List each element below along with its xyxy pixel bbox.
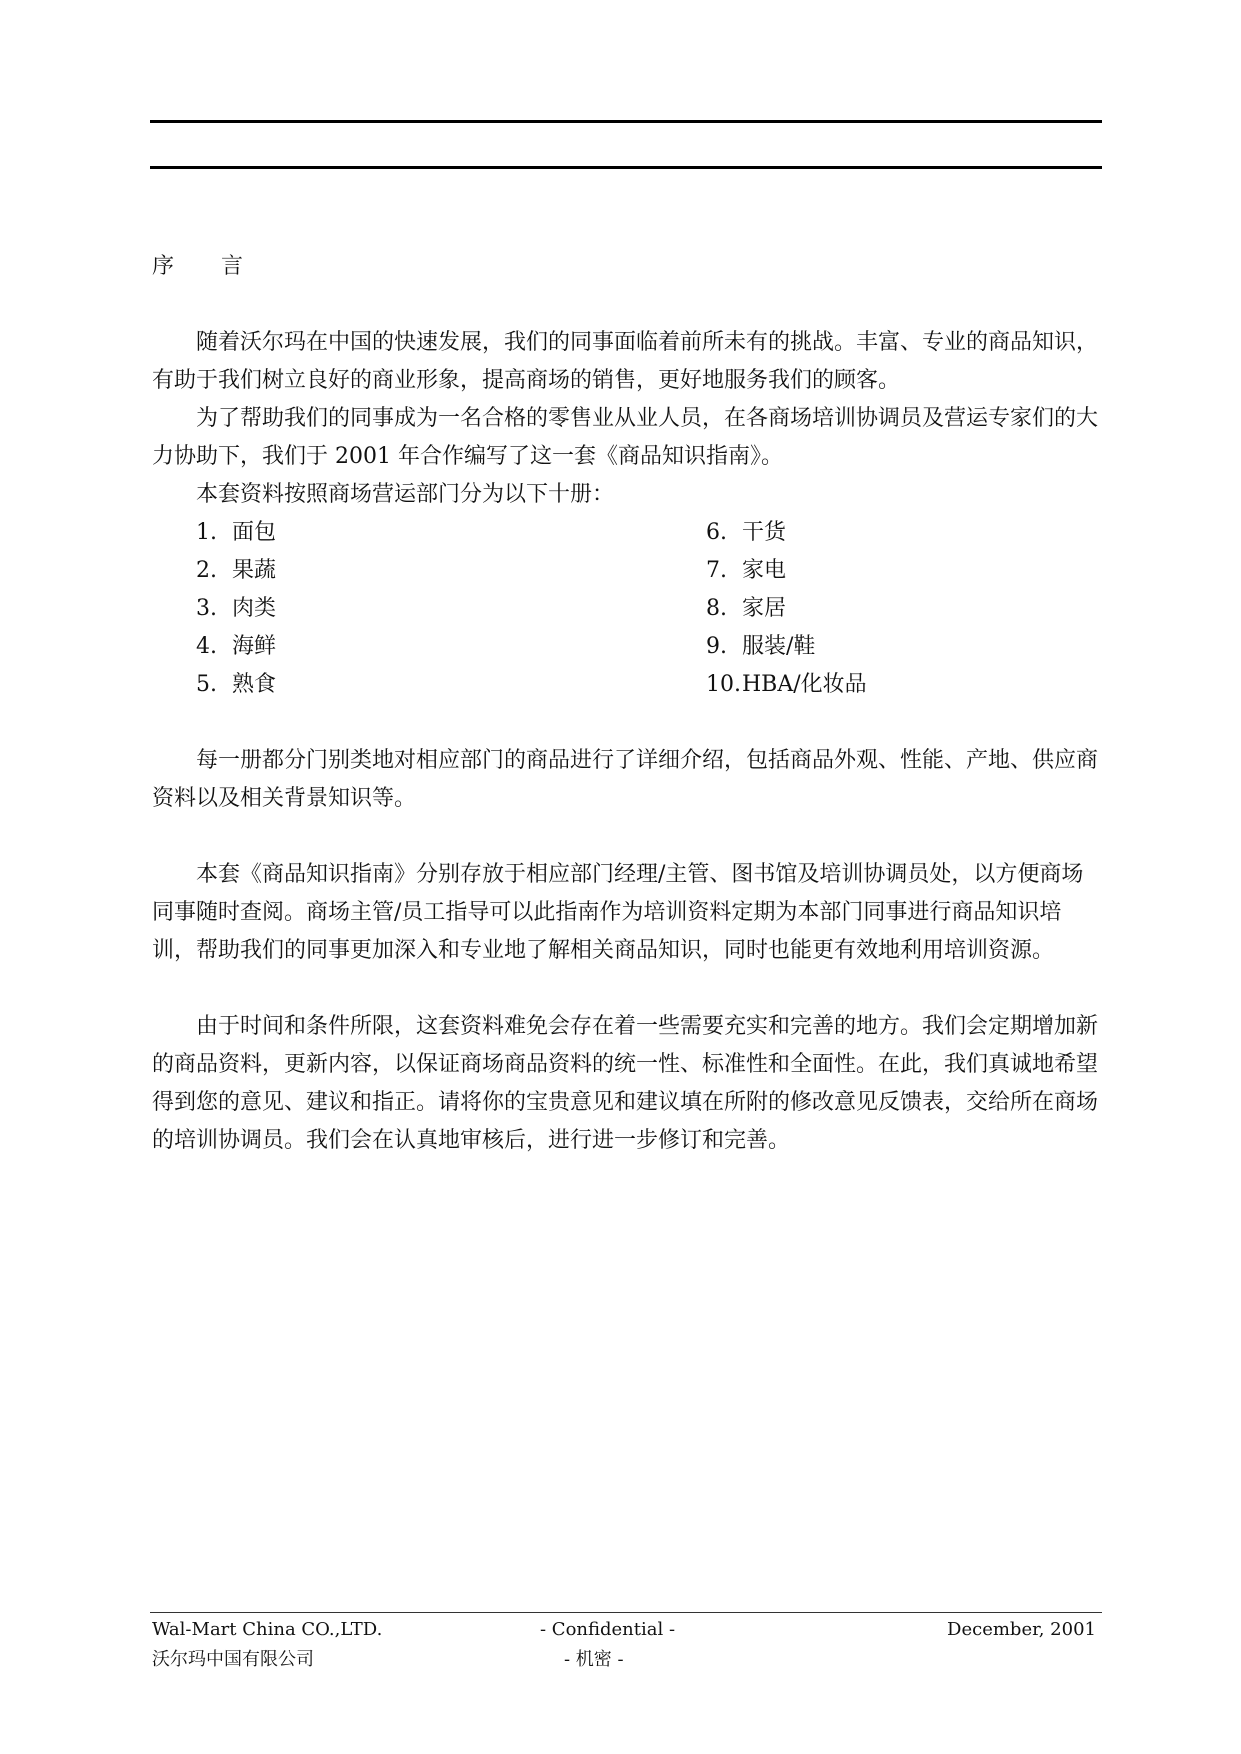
footer-date: December, 2001 (947, 1619, 1096, 1640)
header-rule-bottom (150, 166, 1102, 169)
list-item: 4. 海鲜 (196, 634, 277, 659)
list-item: 10.HBA/化妆品 (706, 672, 867, 697)
list-item: 6. 干货 (706, 520, 787, 545)
header-rule-top (150, 120, 1102, 123)
list-item: 1. 面包 (196, 520, 277, 545)
page-title: 序 言 (152, 254, 263, 279)
footer-rule (150, 1612, 1102, 1613)
footer-confidential-en: - Confidential - (540, 1619, 676, 1640)
list-item: 7. 家电 (706, 558, 787, 583)
list-item: 9. 服装/鞋 (706, 634, 816, 659)
list-item: 5. 熟食 (196, 672, 277, 697)
document-body (152, 248, 1102, 1160)
footer-confidential-cn: - 机密 - (564, 1649, 624, 1670)
feedback-paragraph: 由于时间和条件所限，这套资料难免会存在着一些需要充实和完善的地方。我们会定期增加新的商品资料，更新内容，以保证商场商品资料的统一性、标准性和全面性。在此，我们真诚地希望得到您的意见、建议和指正。请将你的宝贵意见和建议填在所附的修改意见反馈表，交给所在商场的培训协调员。我们会在认真地审核后，进行进一步修订和完善。 (152, 1014, 1099, 1153)
intro-paragraph-3: 本套资料按照商场营运部门分为以下十册： (196, 482, 615, 507)
volume-list (152, 514, 1102, 704)
storage-paragraph: 本套《商品知识指南》分别存放于相应部门经理/主管、图书馆及培训协调员处，以方便商场同事随时查阅。商场主管/员工指导可以此指南作为培训资料定期为本部门同事进行商品知识培训，帮助我们的同事更加深入和专业地了解相关商品知识，同时也能更有效地利用培训资源。 (152, 862, 1084, 963)
intro-paragraph-2: 为了帮助我们的同事成为一名合格的零售业从业人员，在各商场培训协调员及营运专家们的大力协助下，我们于 2001 年合作编写了这一套《商品知识指南》。 (152, 406, 1099, 469)
list-item: 2. 果蔬 (196, 558, 277, 583)
intro-paragraph-1: 随着沃尔玛在中国的快速发展，我们的同事面临着前所未有的挑战。丰富、专业的商品知识，有助于我们树立良好的商业形象，提高商场的销售，更好地服务我们的顾客。 (152, 330, 1099, 393)
description-paragraph: 每一册都分门别类地对相应部门的商品进行了详细介绍，包括商品外观、性能、产地、供应商资料以及相关背景知识等。 (152, 748, 1099, 811)
footer-company-en: Wal-Mart China CO.,LTD. (152, 1619, 383, 1640)
list-item: 8. 家居 (706, 596, 787, 621)
list-item: 3. 肉类 (196, 596, 277, 621)
footer-company-cn: 沃尔玛中国有限公司 (152, 1649, 314, 1670)
